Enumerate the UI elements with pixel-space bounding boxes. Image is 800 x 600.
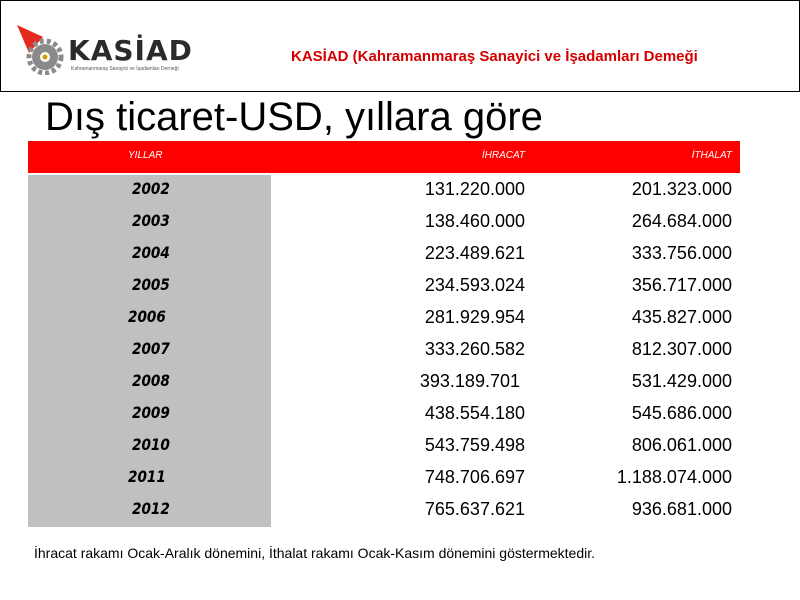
import-cell: 356.717.000 xyxy=(631,275,732,295)
page-title: Dış ticaret-USD, yıllara göre xyxy=(45,95,543,139)
year-cell: 2012 xyxy=(132,499,170,518)
year-cell: 2011 xyxy=(128,467,166,486)
table-row xyxy=(28,205,740,237)
year-cell: 2009 xyxy=(132,403,170,422)
column-header-import: İTHALAT xyxy=(691,150,732,161)
export-cell: 223.489.621 xyxy=(424,243,525,263)
export-cell: 765.637.621 xyxy=(424,499,525,519)
export-cell: 438.554.180 xyxy=(424,403,525,423)
export-cell: 393.189.701 xyxy=(419,371,520,391)
year-cell: 2006 xyxy=(128,307,166,326)
import-cell: 264.684.000 xyxy=(631,211,732,231)
table-row xyxy=(28,333,740,365)
table-row xyxy=(28,269,740,301)
year-cell: 2007 xyxy=(132,339,170,358)
import-cell: 333.756.000 xyxy=(631,243,732,263)
year-cell: 2008 xyxy=(132,371,170,390)
column-header-export: İHRACAT xyxy=(481,150,525,161)
kasiad-logo xyxy=(15,23,225,75)
organization-title: KASİAD (Kahramanmaraş Sanayici ve İşadamları Demeği xyxy=(291,48,698,65)
import-cell: 435.827.000 xyxy=(631,307,732,327)
import-cell: 812.307.000 xyxy=(631,339,732,359)
import-cell: 545.686.000 xyxy=(631,403,732,423)
table-row xyxy=(28,365,740,397)
export-cell: 281.929.954 xyxy=(424,307,525,327)
year-cell: 2004 xyxy=(132,243,170,262)
import-cell: 806.061.000 xyxy=(631,435,732,455)
import-cell: 936.681.000 xyxy=(631,499,732,519)
export-cell: 131.220.000 xyxy=(424,179,525,199)
import-cell: 1.188.074.000 xyxy=(616,467,732,487)
table-header xyxy=(28,141,740,173)
export-cell: 138.460.000 xyxy=(424,211,525,231)
table-row xyxy=(28,301,740,333)
gear-flag-logo-icon xyxy=(15,23,71,75)
export-cell: 543.759.498 xyxy=(424,435,525,455)
column-header-years: YILLAR xyxy=(128,150,163,161)
trade-table xyxy=(28,141,740,525)
year-cell: 2003 xyxy=(132,211,170,230)
year-cell: 2002 xyxy=(132,179,170,198)
table-row xyxy=(28,461,740,493)
year-cell: 2005 xyxy=(132,275,170,294)
slide-header xyxy=(0,0,800,92)
table-row xyxy=(28,237,740,269)
logo-tagline: Kahramanmaraş Sanayici ve İşadamları Derneği xyxy=(71,66,179,72)
table-row xyxy=(28,493,740,525)
table-row xyxy=(28,397,740,429)
logo-wordmark: KASİAD xyxy=(68,34,193,67)
year-cell: 2010 xyxy=(132,435,170,454)
table-row xyxy=(28,173,740,205)
export-cell: 748.706.697 xyxy=(424,467,525,487)
import-cell: 531.429.000 xyxy=(631,371,732,391)
table-body xyxy=(28,173,740,525)
table-row xyxy=(28,429,740,461)
import-cell: 201.323.000 xyxy=(631,179,732,199)
export-cell: 234.593.024 xyxy=(424,275,525,295)
footnote: İhracat rakamı Ocak-Aralık dönemini, İthalat rakamı Ocak-Kasım dönemini göstermektedir. xyxy=(34,545,595,561)
export-cell: 333.260.582 xyxy=(424,339,525,359)
